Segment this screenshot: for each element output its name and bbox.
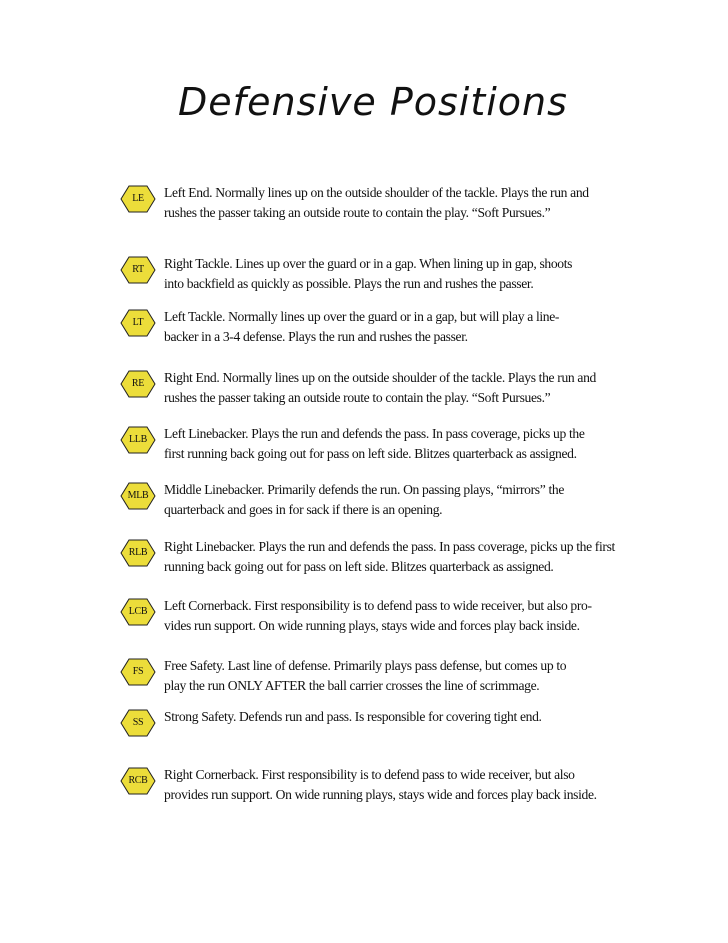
hexagon-badge [120,370,156,398]
position-entry-mlb [120,480,720,524]
hexagon-badge [120,767,156,795]
hexagon-badge [120,482,156,510]
position-entry-rcb [120,765,720,809]
position-description: Left Cornerback. First responsibility is to defend pass to wide receiver, but also pro- vides run support. On wide running plays, stays wide and forces play back inside. [164,598,592,633]
hexagon-badge [120,598,156,626]
position-entry-rt [120,254,720,298]
position-abbr: LT [132,317,144,328]
position-abbr: FS [132,666,144,677]
hexagon-badge [120,256,156,284]
position-abbr: RE [131,378,145,389]
position-entry-fs [120,656,720,700]
page-title: Defensive Positions [178,80,568,124]
position-description: Left Linebacker. Plays the run and defends the pass. In pass coverage, picks up the first running back going out for pass on left side. Blitzes quarterback as assigned. [164,426,585,461]
position-entry-rlb [120,537,720,581]
hexagon-badge [120,309,156,337]
position-abbr: LLB [129,434,147,445]
position-entry-lt [120,307,720,351]
position-description: Middle Linebacker. Primarily defends the run. On passing plays, “mirrors” the quarterback and goes in for sack if there is an opening. [164,482,565,517]
position-description: Right Cornerback. First responsibility is to defend pass to wide receiver, but also provides run support. On wide running plays, stays wide and forces play back inside. [164,767,597,802]
position-entry-lcb [120,596,720,640]
position-description: Left Tackle. Normally lines up over the guard or in a gap, but will play a line- backer in a 3-4 defense. Plays the run and rushes the passer. [164,309,560,344]
position-abbr: MLB [127,490,149,501]
position-abbr: SS [132,717,144,728]
position-abbr: RLB [128,547,148,558]
position-entry-llb [120,424,720,468]
position-description: Right Linebacker. Plays the run and defends the pass. In pass coverage, picks up the first running back going out for pass on left side. Blitzes quarterback as assigned. [164,539,615,574]
position-description: Right Tackle. Lines up over the guard or in a gap. When lining up in gap, shoots into backfield as quickly as possible. Plays the run and rushes the passer. [164,256,573,291]
position-description: Free Safety. Last line of defense. Primarily plays pass defense, but comes up to play the run ONLY AFTER the ball carrier crosses the line of scrimmage. [164,658,567,693]
position-description: Right End. Normally lines up on the outside shoulder of the tackle. Plays the run and rushes the passer taking an outside route to contain the play. “Soft Pursues.” [164,370,596,405]
hexagon-badge [120,709,156,737]
position-description: Strong Safety. Defends run and pass. Is responsible for covering tight end. [164,709,542,724]
position-abbr: RT [132,264,144,275]
position-abbr: LCB [128,606,148,617]
position-abbr: RCB [128,775,148,786]
hexagon-badge [120,426,156,454]
hexagon-badge [120,658,156,686]
position-entry-ss [120,707,720,751]
position-description: Left End. Normally lines up on the outside shoulder of the tackle. Plays the run and rushes the passer taking an outside route to contain the play. “Soft Pursues.” [164,185,589,220]
hexagon-badge [120,539,156,567]
position-entry-re [120,368,720,412]
position-abbr: LE [132,193,144,204]
position-entry-le [120,183,720,227]
hexagon-badge [120,185,156,213]
